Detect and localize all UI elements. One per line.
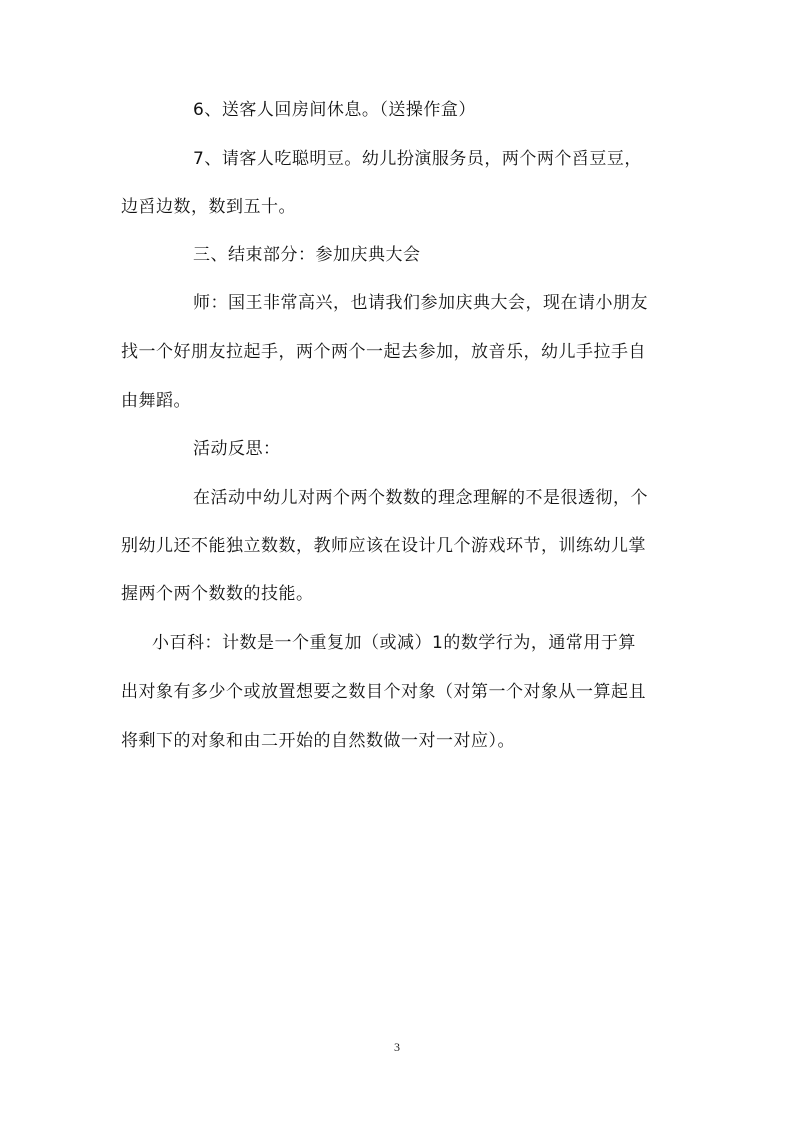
paragraph-wiki-line3: 将剩下的对象和由二开始的自然数做一对一对应）。 [121,731,515,751]
paragraph-step7-line1: 7、请客人吃聪明豆。幼儿扮演服务员，两个两个舀豆豆， [193,149,642,169]
page-number: 3 [394,1040,400,1054]
paragraph-reflection-line2: 别幼儿还不能独立数数，教师应该在设计几个游戏环节，训练幼儿掌 [121,536,646,556]
section-heading-ending: 三、结束部分：参加庆典大会 [193,245,421,265]
paragraph-teacher-line2: 找一个好朋友拉起手，两个两个一起去参加，放音乐，幼儿手拉手自 [121,342,646,362]
paragraph-step6: 6、送客人回房间休息。（送操作盒） [193,100,476,120]
paragraph-wiki-line2: 出对象有多少个或放置想要之数目个对象（对第一个对象从一算起且 [121,682,646,702]
paragraph-reflection-line1: 在活动中幼儿对两个两个数数的理念理解的不是很透彻，个 [193,488,648,508]
paragraph-step7-line2: 边舀边数，数到五十。 [121,197,296,217]
paragraph-teacher-line1: 师：国王非常高兴，也请我们参加庆典大会，现在请小朋友 [193,293,648,313]
reflection-heading: 活动反思： [193,439,281,459]
paragraph-wiki-line1: 小百科：计数是一个重复加（或减）1的数学行为，通常用于算 [152,633,636,653]
paragraph-reflection-line3: 握两个两个数数的技能。 [121,584,314,604]
paragraph-teacher-line3: 由舞蹈。 [121,391,191,411]
